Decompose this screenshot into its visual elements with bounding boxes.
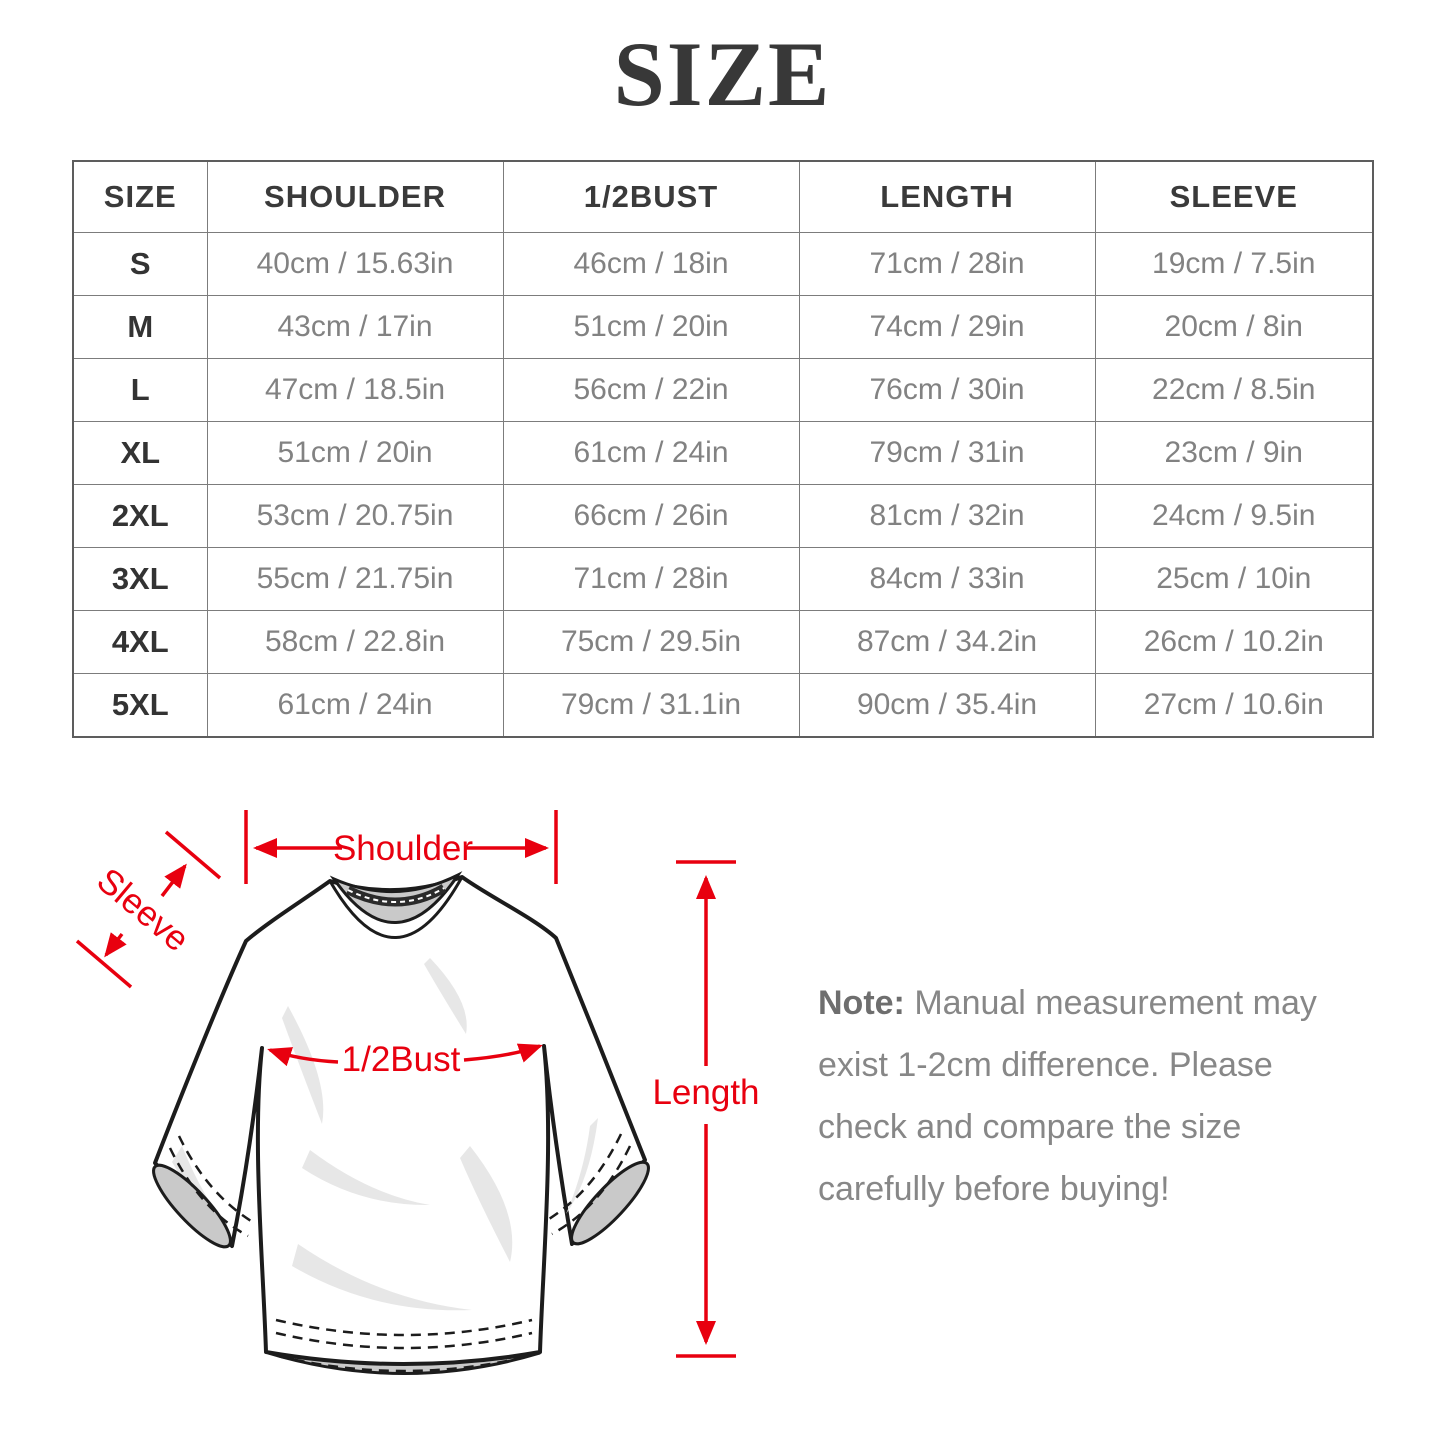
col-header-bust: 1/2BUST	[503, 161, 799, 233]
page-title: SIZE	[613, 23, 832, 125]
length-value: 81cm / 32in	[799, 485, 1095, 548]
bust-label: 1/2Bust	[341, 1040, 461, 1079]
sleeve-arrow	[77, 832, 220, 987]
note-text: Manual measurement may	[914, 984, 1317, 1022]
table-row	[73, 548, 1373, 611]
col-header-sleeve: SLEEVE	[1095, 161, 1373, 233]
table-row	[73, 611, 1373, 674]
table-header-row	[73, 161, 1373, 233]
bust-value: 75cm / 29.5in	[503, 611, 799, 674]
shoulder-value: 40cm / 15.63in	[207, 233, 503, 296]
measurement-note	[818, 972, 1378, 1220]
bust-value: 66cm / 26in	[503, 485, 799, 548]
note-line: exist 1-2cm difference. Please	[818, 1046, 1273, 1084]
length-value: 87cm / 34.2in	[799, 611, 1095, 674]
table-row	[73, 359, 1373, 422]
bust-value: 79cm / 31.1in	[503, 674, 799, 738]
shoulder-value: 55cm / 21.75in	[207, 548, 503, 611]
col-header-shoulder: SHOULDER	[207, 161, 503, 233]
table-row	[73, 485, 1373, 548]
sleeve-label: Sleeve	[89, 860, 197, 960]
length-value: 84cm / 33in	[799, 548, 1095, 611]
sleeve-value: 19cm / 7.5in	[1095, 233, 1373, 296]
shoulder-value: 53cm / 20.75in	[207, 485, 503, 548]
bust-value: 56cm / 22in	[503, 359, 799, 422]
size-label: S	[73, 233, 207, 296]
length-value: 90cm / 35.4in	[799, 674, 1095, 738]
shoulder-label: Shoulder	[332, 829, 474, 868]
note-line: check and compare the size	[818, 1108, 1242, 1146]
table-row	[73, 296, 1373, 359]
table-row	[73, 674, 1373, 738]
sleeve-value: 27cm / 10.6in	[1095, 674, 1373, 738]
size-label: 3XL	[73, 548, 207, 611]
length-value: 76cm / 30in	[799, 359, 1095, 422]
size-table	[72, 160, 1374, 738]
col-header-length: LENGTH	[799, 161, 1095, 233]
bust-value: 46cm / 18in	[503, 233, 799, 296]
bust-value: 71cm / 28in	[503, 548, 799, 611]
length-label: Length	[652, 1073, 760, 1112]
note-prefix: Note:	[818, 984, 905, 1022]
size-label: 4XL	[73, 611, 207, 674]
size-label: 2XL	[73, 485, 207, 548]
size-label: M	[73, 296, 207, 359]
shoulder-value: 58cm / 22.8in	[207, 611, 503, 674]
shoulder-value: 51cm / 20in	[207, 422, 503, 485]
length-value: 71cm / 28in	[799, 233, 1095, 296]
table-row	[73, 422, 1373, 485]
col-header-size: SIZE	[73, 161, 207, 233]
sleeve-value: 25cm / 10in	[1095, 548, 1373, 611]
size-label: XL	[73, 422, 207, 485]
sleeve-value: 22cm / 8.5in	[1095, 359, 1373, 422]
shoulder-value: 61cm / 24in	[207, 674, 503, 738]
tshirt-body-outline	[155, 877, 645, 1364]
shoulder-arrow	[246, 810, 556, 884]
size-label: L	[73, 359, 207, 422]
sleeve-value: 23cm / 9in	[1095, 422, 1373, 485]
table-row	[73, 233, 1373, 296]
note-line	[818, 972, 1378, 1034]
size-label: 5XL	[73, 674, 207, 738]
sleeve-value: 26cm / 10.2in	[1095, 611, 1373, 674]
sleeve-value: 24cm / 9.5in	[1095, 485, 1373, 548]
sleeve-value: 20cm / 8in	[1095, 296, 1373, 359]
shoulder-value: 47cm / 18.5in	[207, 359, 503, 422]
length-arrow	[652, 862, 759, 1356]
length-value: 74cm / 29in	[799, 296, 1095, 359]
bust-value: 51cm / 20in	[503, 296, 799, 359]
tshirt-illustration	[144, 875, 658, 1374]
length-value: 79cm / 31in	[799, 422, 1095, 485]
bust-value: 61cm / 24in	[503, 422, 799, 485]
note-line: carefully before buying!	[818, 1170, 1170, 1208]
shoulder-value: 43cm / 17in	[207, 296, 503, 359]
